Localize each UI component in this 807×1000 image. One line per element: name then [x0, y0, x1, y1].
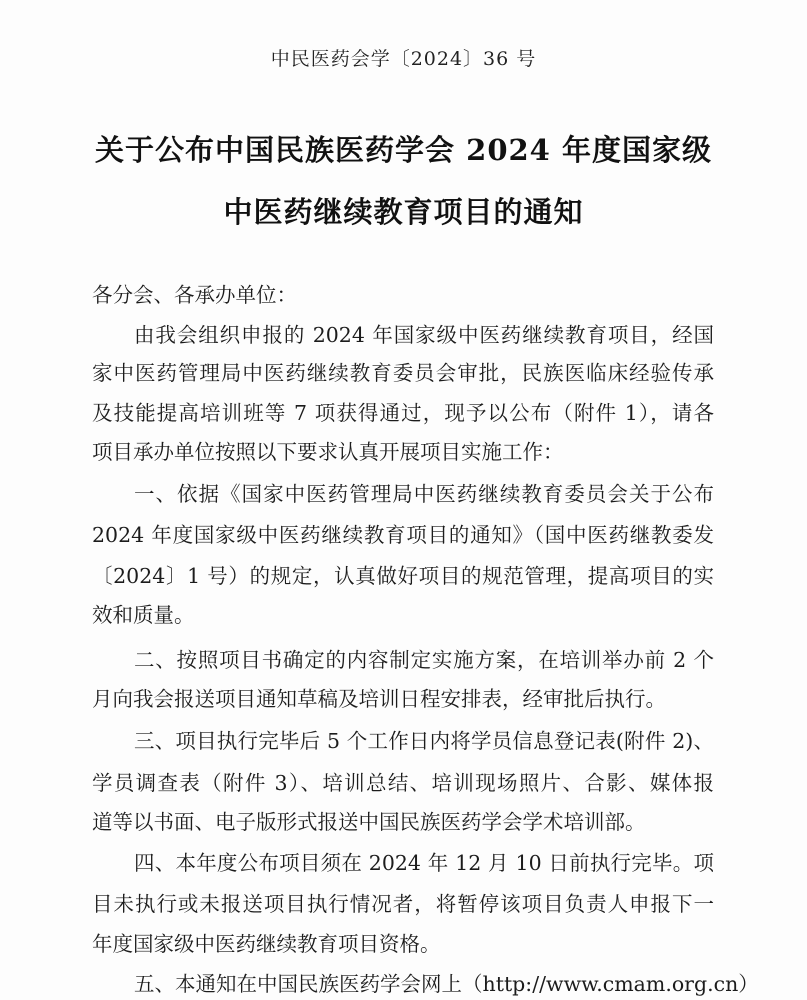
body-line: 学员调查表（附件 3）、培训总结、培训现场照片、合影、媒体报 [92, 771, 714, 795]
body-line: 及技能提高培训班等 7 项获得通过，现予以公布（附件 1），请各 [92, 401, 714, 425]
body-line: 由我会组织申报的 2024 年国家级中医药继续教育项目，经国 [134, 323, 714, 347]
body-line: 道等以书面、电子版形式报送中国民族医药学会学术培训部。 [92, 810, 646, 834]
body-line: 效和质量。 [92, 603, 195, 627]
body-line: 三、项目执行完毕后 5 个工作日内将学员信息登记表(附件 2)、 [134, 729, 714, 753]
body-line: 目未执行或未报送项目执行情况者，将暂停该项目负责人申报下一 [92, 892, 714, 916]
document-title-line-1: 关于公布中国民族医药学会 2024 年度国家级 [95, 133, 712, 167]
body-line: 四、本年度公布项目须在 2024 年 12 月 10 日前执行完毕。项 [134, 851, 714, 875]
body-line: 年度国家级中医药继续教育项目资格。 [92, 932, 441, 956]
body-line: 月向我会报送项目通知草稿及培训日程安排表，经审批后执行。 [92, 687, 666, 711]
body-line: 一、依据《国家中医药管理局中医药继续教育委员会关于公布 [134, 482, 714, 506]
body-line: 五、本通知在中国民族医药学会网上（http://www.cmam.org.cn） [134, 972, 759, 996]
body-line: 家中医药管理局中医药继续教育委员会审批，民族医临床经验传承 [92, 361, 714, 385]
body-line: 项目承办单位按照以下要求认真开展项目实施工作： [92, 440, 564, 464]
body-line: 2024 年度国家级中医药继续教育项目的通知》（国中医药继教委发 [92, 523, 714, 547]
document-number: 中民医药会学〔2024〕36 号 [270, 48, 537, 70]
salutation: 各分会、各承办单位： [92, 283, 297, 307]
body-line: 〔2024〕1 号）的规定，认真做好项目的规范管理，提高项目的实 [92, 564, 714, 588]
document-title-line-2: 中医药继续教育项目的通知 [223, 195, 584, 229]
body-line: 二、按照项目书确定的内容制定实施方案，在培训举办前 2 个 [134, 648, 714, 672]
